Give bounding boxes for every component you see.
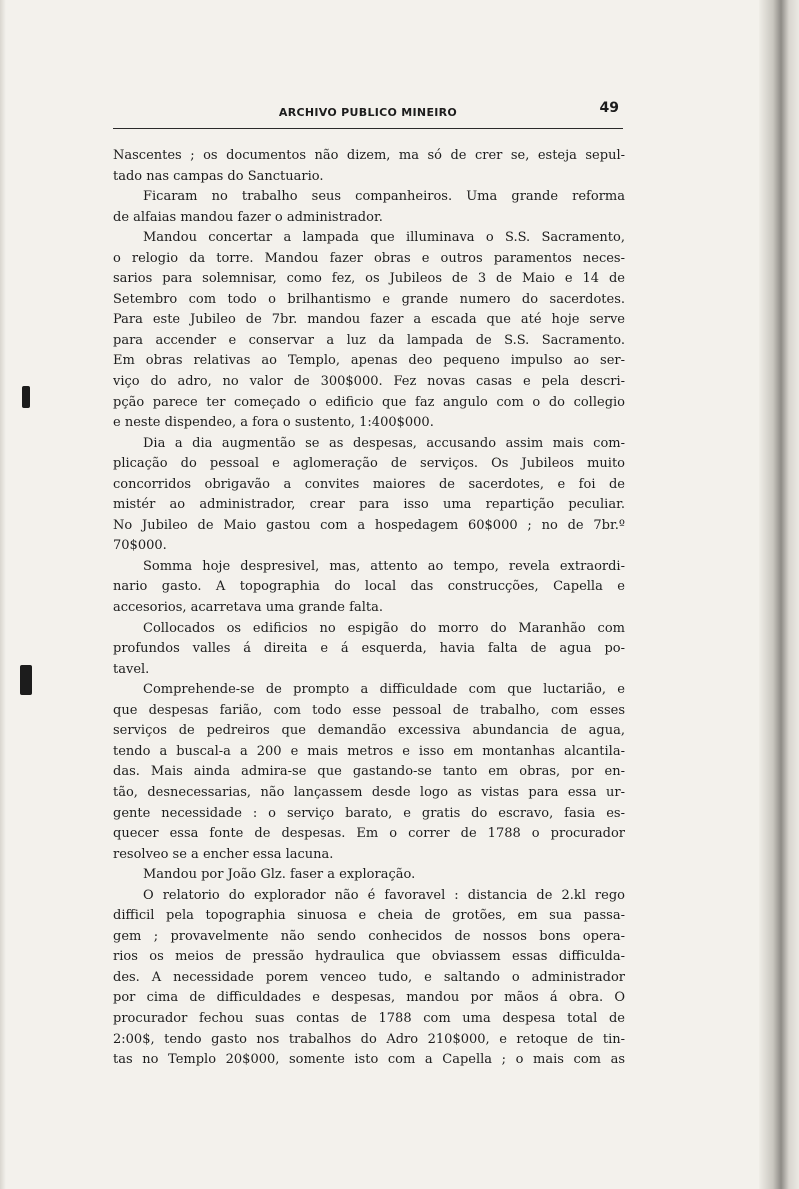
text-line: pção parece ter começado o edificio que faz angulo com o do collegio [113, 394, 625, 410]
text-line: Dia a dia augmentão se as despesas, accusando assim mais com- [143, 435, 625, 451]
text-line: Nascentes ; os documentos não dizem, ma só de crer se, esteja sepul- [113, 148, 625, 163]
text-line: serviços de pedreiros que demandão excessiva abundancia de agua, [113, 723, 625, 739]
text-line: Comprehende-se de prompto a difficuldade com que luctarião, e [143, 682, 625, 698]
text-line: tado nas campas do Sanctuario. [113, 168, 324, 184]
text-line: profundos valles á direita e á esquerda, havia falta de agua po- [113, 641, 625, 657]
text-line: procurador fechou suas contas de 1788 com uma despesa total de [113, 1010, 625, 1026]
text-line: gente necessidade : o serviço barato, e gratis do escravo, fasia es- [113, 805, 625, 821]
text-line: Setembro com todo o brilhantismo e grande numero do sacerdotes. [113, 291, 625, 307]
text-line: des. A necessidade porem venceo tudo, e saltando o administrador [113, 969, 625, 985]
text-line: Ficaram no trabalho seus companheiros. Uma grande reforma [143, 189, 625, 205]
text-line: de alfaias mandou fazer o administrador. [113, 209, 383, 225]
text-line: Para este Jubileo de 7br. mandou fazer a escada que até hoje serve [113, 312, 625, 328]
text-line: Mandou por João Glz. faser a exploração. [143, 867, 416, 883]
text-line: concorridos obrigavão a convites maiores de sacerdotes, e foi de [113, 476, 625, 492]
body-text [113, 146, 625, 1071]
text-line: sarios para solemnisar, como fez, os Jubileos de 3 de Maio e 14 de [113, 271, 625, 287]
text-line: 70$000. [113, 538, 167, 554]
text-line: mistér ao administrador, crear para isso uma repartição peculiar. [113, 497, 625, 513]
text-line: Mandou concertar a lampada que illuminava o S.S. Sacramento, [143, 230, 625, 246]
text-line: nario gasto. A topographia do local das construcções, Capella e [113, 579, 625, 595]
text-line: para accender e conservar a luz da lampada de S.S. Sacramento. [113, 332, 625, 348]
text-line: Collocados os edificios no espigão do morro do Maranhão com [143, 620, 625, 636]
page-header [113, 100, 623, 129]
text-line: O relatorio do explorador não é favoravel : distancia de 2.kl rego [143, 887, 625, 903]
text-line: o relogio da torre. Mandou fazer obras e outros paramentos neces- [113, 250, 625, 266]
running-title: ARCHIVO PUBLICO MINEIRO [278, 106, 458, 119]
text-line: 2:00$, tendo gasto nos trabalhos do Adro 210$000, e retoque de tin- [113, 1031, 625, 1047]
text-line: Somma hoje despresivel, mas, attento ao tempo, revela extraordi- [143, 558, 625, 574]
margin-mark [22, 386, 30, 408]
scan-left-edge [0, 0, 6, 1189]
text-line: rios os meios de pressão hydraulica que obviassem essas difficulda- [113, 949, 625, 965]
text-line: tão, desnecessarias, não lançassem desde logo as vistas para essa ur- [113, 784, 625, 800]
margin-mark [20, 665, 32, 695]
text-line: No Jubileo de Maio gastou com a hospedagem 60$000 ; no de 7br.º [113, 517, 625, 533]
text-line: Em obras relativas ao Templo, apenas deo pequeno impulso ao ser- [113, 353, 625, 369]
text-line: e neste dispendeo, a fora o sustento, 1:400$000. [113, 415, 434, 431]
page-number: 49 [599, 100, 619, 116]
text-line: tavel. [113, 661, 150, 677]
text-line: tas no Templo 20$000, somente isto com a Capella ; o mais com as [113, 1052, 625, 1068]
text-line: difficil pela topographia sinuosa e cheia de grotões, em sua passa- [113, 908, 625, 924]
text-line: viço do adro, no valor de 300$000. Fez novas casas e pela descri- [113, 374, 625, 390]
text-line: por cima de difficuldades e despesas, mandou por mãos á obra. O [113, 990, 625, 1006]
text-line: tendo a buscal-a a 200 e mais metros e isso em montanhas alcantila- [113, 743, 625, 759]
scan-binding-edge [759, 0, 799, 1189]
text-line: que despesas farião, com todo esse pessoal de trabalho, com esses [113, 702, 625, 718]
text-line: accesorios, acarretava uma grande falta. [113, 600, 383, 616]
text-line: gem ; provavelmente não sendo conhecidos de nossos bons opera- [113, 928, 625, 944]
text-line: quecer essa fonte de despesas. Em o correr de 1788 o procurador [113, 826, 625, 842]
text-line: plicação do pessoal e aglomeração de serviços. Os Jubileos muito [113, 456, 625, 472]
text-line: das. Mais ainda admira-se que gastando-se tanto em obras, por en- [113, 764, 625, 780]
text-line: resolveo se a encher essa lacuna. [113, 846, 334, 862]
